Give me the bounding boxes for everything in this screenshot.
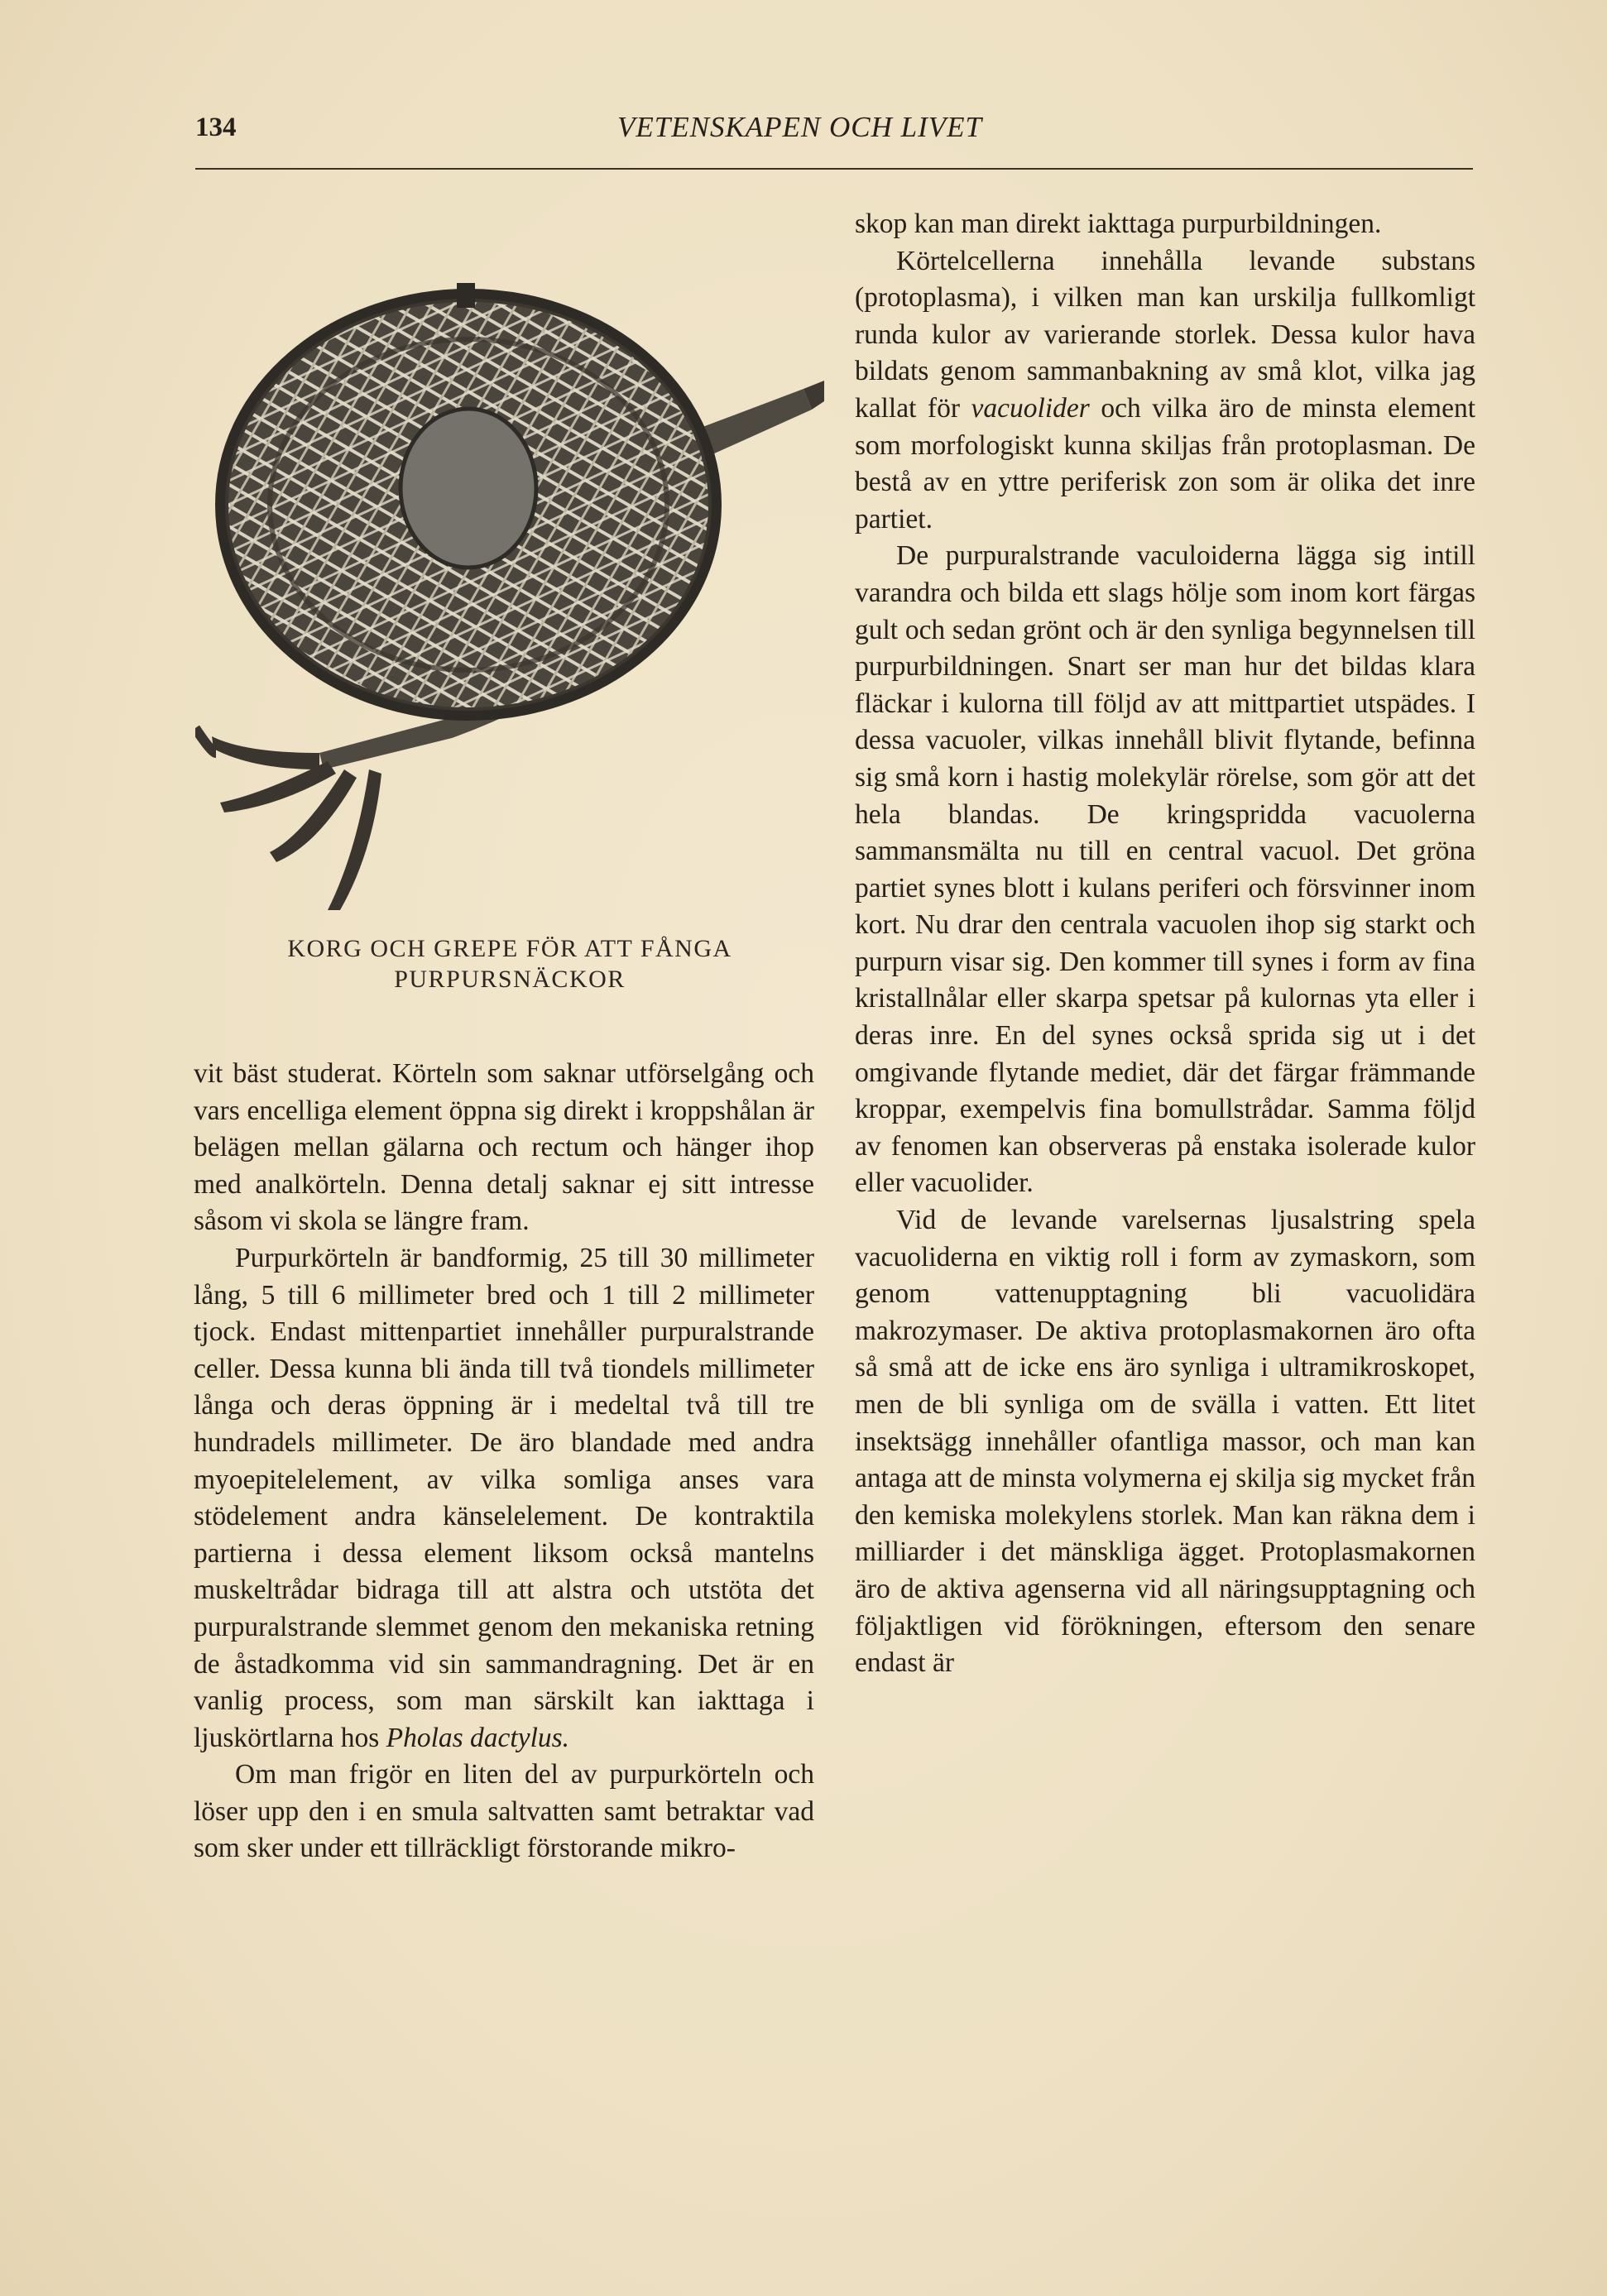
running-title: VETENSKAPEN OCH LIVET (617, 111, 983, 143)
left-paragraph-2-text: Purpurkörteln är bandformig, 25 till 30 millimeter lång, 5 till 6 millimeter bred och 1 till 2 millimeter tjock. Endast mittenpartiet innehåller purpuralstrande celler. Dessa kunna bli ända till två tiondels millimeter långa och deras öppning är i medeltal två till tre hundradels millimeter. De äro blandade med andra myoepitelelement, av vilka somliga anses vara stödelement andra känselelement. De kontraktila partierna i dessa element liksom också mantelns muskeltrådar bidraga till att alstra och utstöta det purpuralstrande slemmet genom den mekaniska retning de åstadkomma vid sin sammandragning. Det är en vanlig process, som man särskilt kan iakttaga i ljuskörtlarna hos (194, 1242, 814, 1753)
page-header (195, 109, 1473, 151)
basket-illustration-svg (195, 223, 824, 910)
left-paragraph-2 (194, 1240, 814, 1757)
left-paragraph-3: Om man frigör en liten del av purpurkörteln och löser upp den i en smula saltvatten samt betraktar vad som sker under ett tillräckligt förstorande mikro- (194, 1759, 814, 1864)
right-paragraph-2a: Körtelcellerna innehålla levande substans (protoplasma), i vilken man kan urskilja fullkomligt runda kulor av varierande storlek. Dessa kulor hava bildats genom sammanbakning av små klot, vilka jag kallat för (855, 245, 1475, 424)
right-paragraph-2 (855, 243, 1475, 539)
page-number: 134 (195, 113, 237, 142)
basket-and-grapple-illustration (195, 223, 824, 910)
header-rule (195, 168, 1473, 170)
right-paragraph-1: skop kan man direkt iakttaga purpurbildningen. (855, 209, 1382, 239)
right-paragraph-2b: och vilka äro de minsta element som morfologiskt kunna skiljas från protoplasman. De bestå av en yttre periferisk zon som är olika det inre partiet. (855, 392, 1476, 534)
species-name: Pholas dactylus. (386, 1722, 570, 1753)
right-text-column (855, 206, 1475, 1682)
caption-line-2: PURPURSNÄCKOR (394, 966, 626, 993)
term-vacuolider: vacuolider (971, 392, 1090, 424)
right-paragraph-3: De purpuralstrande vaculoiderna lägga sig intill varandra och bilda ett slags hölje som inom kort färgas gult och sedan grönt och är den synliga begynnelsen till purpurbildningen. Snart ser man hur det bildas klara fläckar i kulorna till följd av att mittpartiet utspädes. I dessa vacuoler, vilkas innehåll blivit flytande, befinna sig små korn i hastig molekylär rörelse, som gör att det hela blandas. De kringspridda vacuolerna sammansmälta nu till en central vacuol. Det gröna partiet synes blott i kulans periferi och försvinner inom kort. Nu drar den centrala vacuolen ihop sig starkt och purpurn visar sig. Den kommer till synes i form av fina kristallnålar eller skarpa spetsar på kulornas yta eller i deras inre. En del synes också sprida sig ut i det omgivande flytande mediet, där det färgar främmande kroppar, exempelvis fina bomullstrådar. Samma följd av fenomen kan observeras på enstaka isolerade kulor eller vacuolider. (855, 540, 1475, 1199)
right-paragraph-4: Vid de levande varelsernas ljusalstring spela vacuoliderna en viktig roll i form av zymaskorn, som genom vattenupptagning bli vacuolidära makrozymaser. De aktiva protoplasmakornen äro ofta så små att de icke ens äro synliga i ultramikroskopet, men de bli synliga om de svälla i vatten. Ett litet insektsägg innehåller ofantliga massor, och man kan antaga att de minsta volymerna ej skilja sig mycket från den kemiska molekylens storlek. Man kan räkna dem i milliarder i det mänskliga ägget. Protoplasmakornen äro de aktiva agenserna vid all näringsupptagning och följaktligen vid förökningen, eftersom den senare endast är (855, 1205, 1475, 1679)
caption-line-1: KORG OCH GREPE FÖR ATT FÅNGA (287, 935, 732, 962)
left-paragraph-1: vit bäst studerat. Körteln som saknar utförselgång och vars encelliga element öppna sig direkt i kroppshålan är belägen mellan gälarna och rectum och hänger ihop med analkörteln. Denna detalj saknar ej sitt intresse såsom vi skola se längre fram. (194, 1058, 814, 1237)
figure-caption (195, 933, 824, 995)
left-text-column (194, 1056, 814, 1867)
